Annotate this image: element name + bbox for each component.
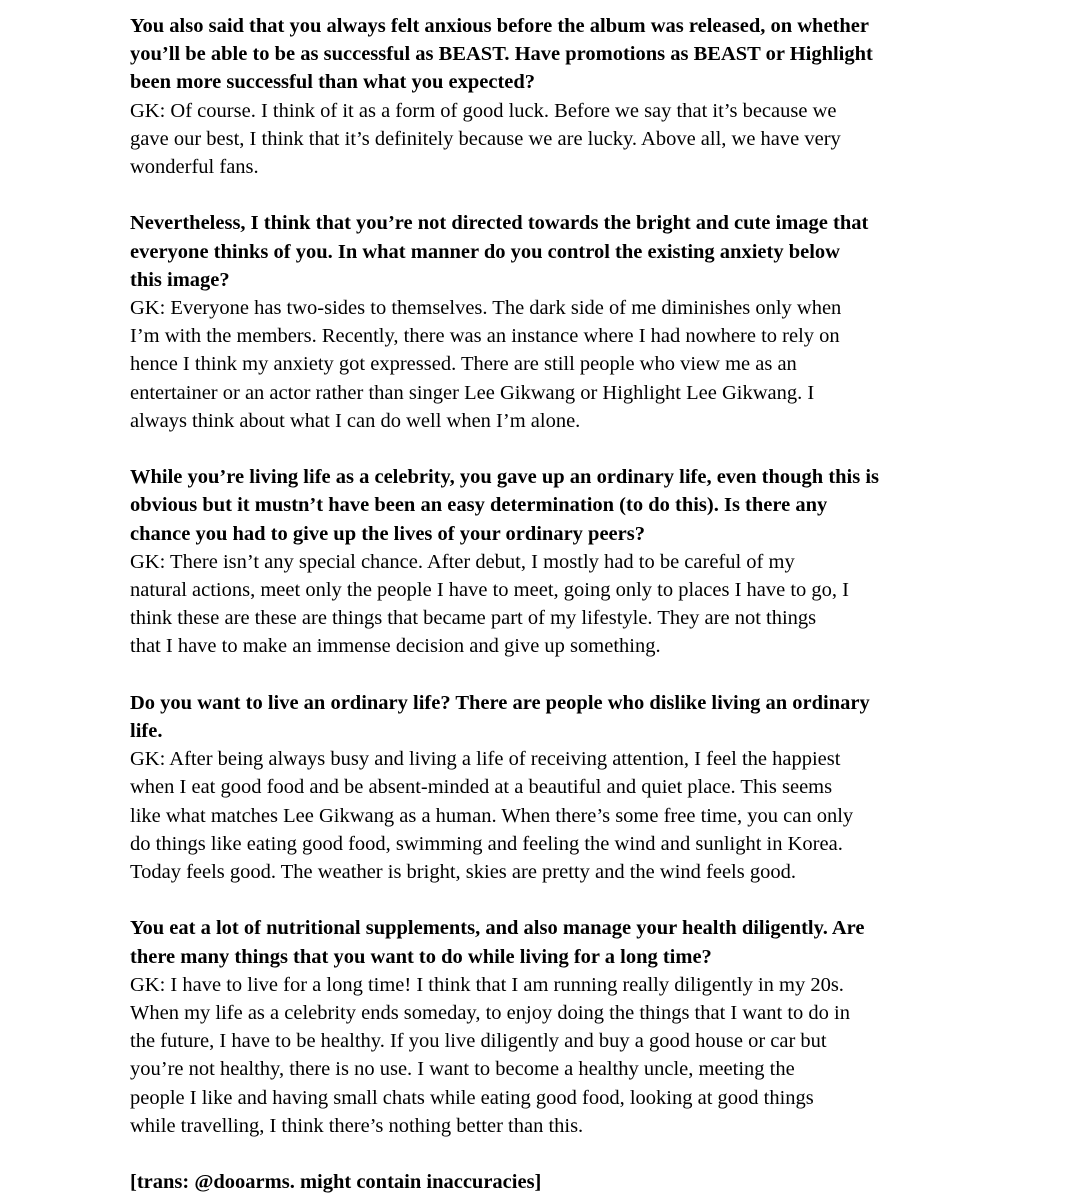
answer-5: GK: I have to live for a long time! I think that I am running really diligently in my 20s. When my life as a celebrity ends someday, to enjoy doing the things that I want to do in the future, I have to be healthy. If you live diligently and buy a good house or car but you’re not healthy, there is no use. I want to become a healthy uncle, meeting the people I like and having small chats while eating good food, looking at good things while travelling, I think there’s nothing better than this. [130, 973, 850, 1137]
answer-3: GK: There isn’t any special chance. After debut, I mostly had to be careful of my natural actions, meet only the people I have to meet, going only to places I have to go, I think these are these are things that became part of my lifestyle. They are not things that I have to make an immense decision and give up something. [130, 550, 849, 658]
qa-block-1 [130, 12, 975, 181]
qa-block-4 [130, 689, 975, 886]
answer-1: GK: Of course. I think of it as a form of good luck. Before we say that it’s because we gave our best, I think that it’s definitely because we are lucky. Above all, we have very wonderful fans. [130, 99, 841, 179]
answer-2: GK: Everyone has two-sides to themselves. The dark side of me diminishes only when I’m with the members. Recently, there was an instance where I had nowhere to rely on hence I think my anxiety got expressed. There are still people who view me as an entertainer or an actor rather than singer Lee Gikwang or Highlight Lee Gikwang. I always think about what I can do well when I’m alone. [130, 297, 842, 432]
question-4: Do you want to live an ordinary life? There are people who dislike living an ordinary life. [130, 691, 870, 743]
question-5: You eat a lot of nutritional supplements, and also manage your health diligently. Are there many things that you want to do while living for a long time? [130, 917, 865, 968]
answer-4: GK: After being always busy and living a life of receiving attention, I feel the happiest when I eat good food and be absent-minded at a beautiful and quiet place. This seems like what matches Lee Gikwang as a human. When there’s some free time, you can only do things like eating good food, swimming and feeling the wind and sunlight in Korea. Today feels good. The weather is bright, skies are pretty and the wind feels good. [130, 748, 854, 884]
qa-block-2 [130, 209, 975, 435]
qa-block-5 [130, 914, 975, 1140]
question-1: You also said that you always felt anxious before the album was released, on whether you’ll be able to be as successful as BEAST. Have promotions as BEAST or Highlight been more successful than what you expected? [130, 15, 873, 94]
question-2: Nevertheless, I think that you’re not directed towards the bright and cute image that everyone thinks of you. In what manner do you control the existing anxiety below this image? [130, 212, 869, 291]
translation-credit: [trans: @dooarms. might contain inaccuracies] [130, 1171, 542, 1194]
question-3: While you’re living life as a celebrity, you gave up an ordinary life, even though this is obvious but it mustn’t have been an easy determination (to do this). Is there any chance you had to give up the lives of your ordinary peers? [130, 466, 880, 545]
qa-block-3 [130, 463, 975, 660]
